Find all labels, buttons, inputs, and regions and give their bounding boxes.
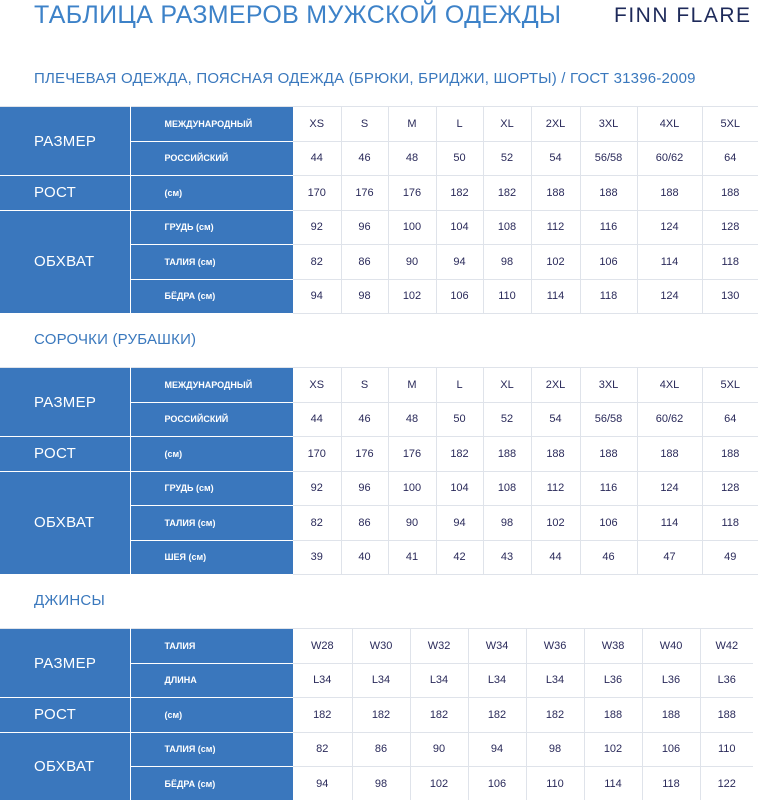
table-cell: 188	[580, 437, 637, 472]
table-row	[0, 629, 753, 664]
table-cell: L34	[410, 663, 468, 698]
table-cell: 39	[293, 540, 341, 575]
table-cell: XS	[293, 368, 341, 403]
table-cell: 110	[700, 732, 753, 767]
table-cell: 52	[483, 402, 531, 437]
table-cell: 182	[526, 698, 584, 733]
row-label: ТАЛИЯ (см)	[130, 245, 293, 280]
table-cell: 92	[293, 210, 341, 245]
table-cell: 102	[531, 245, 580, 280]
table-cell: 108	[483, 210, 531, 245]
table-cell: 41	[388, 540, 436, 575]
table-cell: 5XL	[702, 368, 758, 403]
size-table	[0, 628, 753, 800]
table-cell: 124	[637, 210, 702, 245]
table-cell: W34	[468, 629, 526, 664]
table-cell: XL	[483, 107, 531, 142]
row-label: РОССИЙСКИЙ	[130, 141, 293, 176]
table-cell: 104	[436, 471, 483, 506]
table-cell: L34	[293, 663, 352, 698]
table-cell: 188	[700, 698, 753, 733]
table-row	[0, 471, 758, 506]
table-cell: W38	[584, 629, 642, 664]
table-cell: 170	[293, 176, 341, 211]
table-cell: 94	[436, 506, 483, 541]
table-cell: W40	[642, 629, 700, 664]
section-title: ПЛЕЧЕВАЯ ОДЕЖДА, ПОЯСНАЯ ОДЕЖДА (БРЮКИ, БРИДЖИ, ШОРТЫ) / ГОСТ 31396-2009	[34, 70, 696, 87]
table-cell: 176	[341, 437, 388, 472]
table-cell: 188	[580, 176, 637, 211]
row-label: ГРУДЬ (см)	[130, 471, 293, 506]
table-cell: 48	[388, 402, 436, 437]
table-row	[0, 368, 758, 403]
table-cell: 112	[531, 210, 580, 245]
row-label: ТАЛИЯ (см)	[130, 506, 293, 541]
row-label: ГРУДЬ (см)	[130, 210, 293, 245]
table-cell: 94	[293, 279, 341, 314]
table-cell: 46	[341, 402, 388, 437]
row-label: (см)	[130, 698, 293, 733]
table-cell: XL	[483, 368, 531, 403]
table-cell: 2XL	[531, 107, 580, 142]
table-cell: W32	[410, 629, 468, 664]
row-label: ШЕЯ (см)	[130, 540, 293, 575]
table-cell: 44	[293, 141, 341, 176]
table-cell: 188	[702, 176, 758, 211]
table-cell: 188	[637, 437, 702, 472]
table-row	[0, 107, 758, 142]
table-cell: 170	[293, 437, 341, 472]
table-cell: 188	[531, 176, 580, 211]
group-label: ОБХВАТ	[0, 471, 130, 575]
table-cell: 182	[468, 698, 526, 733]
table-cell: L	[436, 107, 483, 142]
table-cell: 96	[341, 471, 388, 506]
table-cell: L34	[352, 663, 410, 698]
table-cell: 188	[531, 437, 580, 472]
table-cell: S	[341, 107, 388, 142]
table-cell: 43	[483, 540, 531, 575]
table-cell: 54	[531, 141, 580, 176]
table-cell: 102	[410, 767, 468, 800]
table-cell: 40	[341, 540, 388, 575]
page-title: ТАБЛИЦА РАЗМЕРОВ МУЖСКОЙ ОДЕЖДЫ	[34, 1, 562, 29]
table-cell: 130	[702, 279, 758, 314]
table-cell: 5XL	[702, 107, 758, 142]
table-cell: 90	[388, 506, 436, 541]
table-cell: 100	[388, 471, 436, 506]
table-cell: 128	[702, 471, 758, 506]
table-cell: 94	[293, 767, 352, 800]
table-cell: 182	[293, 698, 352, 733]
section-title: СОРОЧКИ (РУБАШКИ)	[34, 331, 197, 348]
group-label: ОБХВАТ	[0, 210, 130, 314]
table-cell: 188	[483, 437, 531, 472]
group-label: РАЗМЕР	[0, 107, 130, 176]
row-label: БЁДРА (см)	[130, 767, 293, 800]
row-label: ТАЛИЯ (см)	[130, 732, 293, 767]
table-cell: W28	[293, 629, 352, 664]
table-cell: 106	[436, 279, 483, 314]
row-label: МЕЖДУНАРОДНЫЙ	[130, 107, 293, 142]
table-cell: 176	[388, 176, 436, 211]
table-cell: 82	[293, 245, 341, 280]
row-label: РОССИЙСКИЙ	[130, 402, 293, 437]
table-cell: 118	[702, 506, 758, 541]
table-cell: 90	[410, 732, 468, 767]
row-label: ТАЛИЯ	[130, 629, 293, 664]
table-cell: 82	[293, 506, 341, 541]
table-cell: 112	[531, 471, 580, 506]
row-label: МЕЖДУНАРОДНЫЙ	[130, 368, 293, 403]
table-cell: L36	[642, 663, 700, 698]
table-cell: 102	[584, 732, 642, 767]
table-cell: 116	[580, 471, 637, 506]
group-label: РАЗМЕР	[0, 368, 130, 437]
table-cell: 52	[483, 141, 531, 176]
table-cell: W30	[352, 629, 410, 664]
table-cell: 110	[483, 279, 531, 314]
table-cell: 60/62	[637, 402, 702, 437]
table-row	[0, 698, 753, 733]
table-cell: L36	[584, 663, 642, 698]
table-cell: L34	[468, 663, 526, 698]
table-cell: 106	[642, 732, 700, 767]
size-table	[0, 367, 758, 575]
table-cell: 42	[436, 540, 483, 575]
table-cell: 48	[388, 141, 436, 176]
row-label: (см)	[130, 437, 293, 472]
table-cell: 106	[580, 506, 637, 541]
table-cell: 98	[526, 732, 584, 767]
table-cell: 98	[352, 767, 410, 800]
table-cell: 106	[468, 767, 526, 800]
table-cell: 56/58	[580, 141, 637, 176]
table-cell: 108	[483, 471, 531, 506]
table-cell: W36	[526, 629, 584, 664]
table-cell: 46	[341, 141, 388, 176]
table-cell: 188	[702, 437, 758, 472]
table-cell: 118	[642, 767, 700, 800]
table-cell: 182	[436, 437, 483, 472]
table-cell: 49	[702, 540, 758, 575]
table-cell: 104	[436, 210, 483, 245]
table-cell: 50	[436, 141, 483, 176]
table-cell: W42	[700, 629, 753, 664]
table-cell: 2XL	[531, 368, 580, 403]
table-cell: 92	[293, 471, 341, 506]
table-cell: 82	[293, 732, 352, 767]
group-label: РОСТ	[0, 176, 130, 211]
table-cell: 100	[388, 210, 436, 245]
table-cell: 64	[702, 402, 758, 437]
table-cell: 86	[341, 245, 388, 280]
table-cell: 182	[410, 698, 468, 733]
table-cell: 44	[531, 540, 580, 575]
table-cell: L34	[526, 663, 584, 698]
table-cell: 47	[637, 540, 702, 575]
table-row	[0, 176, 758, 211]
table-cell: 44	[293, 402, 341, 437]
table-cell: 118	[702, 245, 758, 280]
table-cell: 188	[584, 698, 642, 733]
table-cell: 56/58	[580, 402, 637, 437]
table-cell: 3XL	[580, 107, 637, 142]
row-label: БЁДРА (см)	[130, 279, 293, 314]
table-cell: 54	[531, 402, 580, 437]
table-cell: M	[388, 107, 436, 142]
table-cell: 182	[483, 176, 531, 211]
table-cell: 124	[637, 279, 702, 314]
table-row	[0, 210, 758, 245]
table-cell: 96	[341, 210, 388, 245]
table-cell: 4XL	[637, 368, 702, 403]
section-title: ДЖИНСЫ	[34, 592, 105, 609]
table-cell: 176	[388, 437, 436, 472]
table-row	[0, 732, 753, 767]
table-cell: 128	[702, 210, 758, 245]
row-label: ДЛИНА	[130, 663, 293, 698]
table-cell: 86	[352, 732, 410, 767]
table-cell: L	[436, 368, 483, 403]
table-cell: 98	[341, 279, 388, 314]
table-cell: 3XL	[580, 368, 637, 403]
table-cell: XS	[293, 107, 341, 142]
table-cell: 114	[637, 245, 702, 280]
table-cell: 114	[531, 279, 580, 314]
group-label: РОСТ	[0, 437, 130, 472]
table-cell: 182	[352, 698, 410, 733]
table-cell: 50	[436, 402, 483, 437]
brand-logo: FINN FLARE	[614, 4, 752, 27]
table-cell: 46	[580, 540, 637, 575]
table-cell: M	[388, 368, 436, 403]
table-cell: 4XL	[637, 107, 702, 142]
table-cell: 118	[580, 279, 637, 314]
table-cell: 188	[642, 698, 700, 733]
table-cell: 94	[468, 732, 526, 767]
group-label: РАЗМЕР	[0, 629, 130, 698]
table-cell: 102	[388, 279, 436, 314]
table-cell: 60/62	[637, 141, 702, 176]
table-cell: 188	[637, 176, 702, 211]
table-cell: 110	[526, 767, 584, 800]
group-label: РОСТ	[0, 698, 130, 733]
size-table	[0, 106, 758, 314]
table-cell: 86	[341, 506, 388, 541]
table-cell: 176	[341, 176, 388, 211]
table-cell: 94	[436, 245, 483, 280]
table-cell: 90	[388, 245, 436, 280]
table-cell: S	[341, 368, 388, 403]
table-cell: 114	[584, 767, 642, 800]
table-cell: 106	[580, 245, 637, 280]
table-cell: 122	[700, 767, 753, 800]
table-cell: 124	[637, 471, 702, 506]
table-cell: 102	[531, 506, 580, 541]
table-row	[0, 437, 758, 472]
table-cell: 114	[637, 506, 702, 541]
table-cell: 116	[580, 210, 637, 245]
table-cell: L36	[700, 663, 753, 698]
row-label: (см)	[130, 176, 293, 211]
table-cell: 182	[436, 176, 483, 211]
group-label: ОБХВАТ	[0, 732, 130, 800]
table-cell: 64	[702, 141, 758, 176]
table-cell: 98	[483, 245, 531, 280]
table-cell: 98	[483, 506, 531, 541]
